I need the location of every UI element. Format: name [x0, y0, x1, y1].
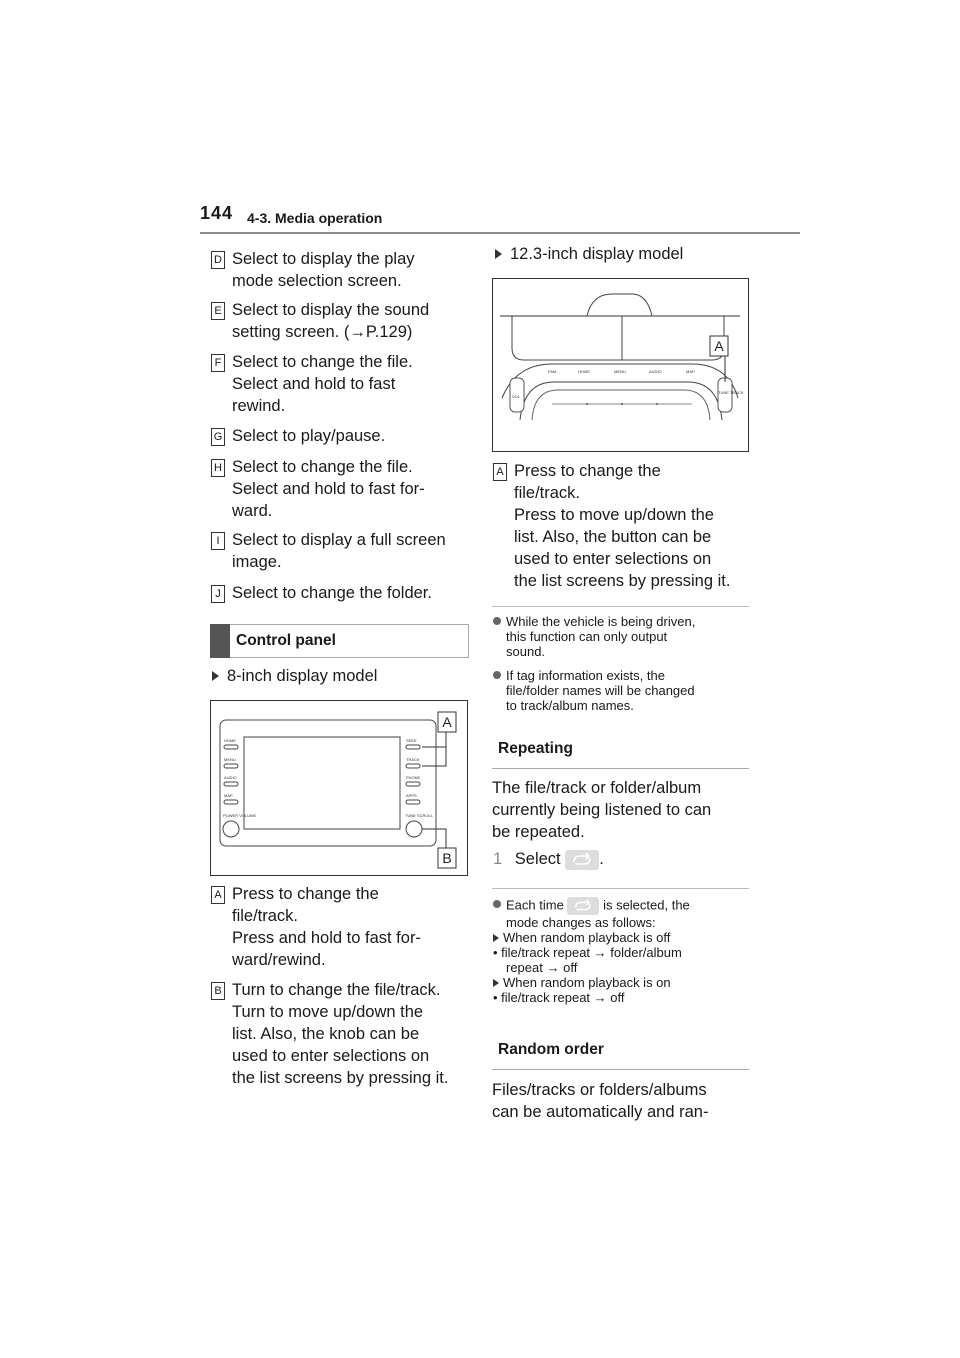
item-e-text: Select to display the sound setting screen. (→P.129) — [232, 301, 430, 341]
callout-b-fig8: B — [442, 850, 452, 866]
fig8-btn-audio: AUDIO — [224, 775, 237, 780]
repeat-icon-small — [567, 897, 599, 915]
fig8-btn-menu: MENU — [224, 757, 236, 762]
item-g-text: Select to play/pause. — [232, 427, 386, 445]
fig8-btn-seek: SEEK — [406, 738, 417, 743]
fig8-btn-phone: PHONE — [406, 775, 421, 780]
repeat-mode-note: Each time is selected, the mode changes as follows: When random playback is off • file/track repeat → folder/album repeat → off When random playback is on • file/track repeat → off — [493, 897, 690, 1005]
label-badge-b-8: B — [211, 982, 225, 1000]
label-badge-g: G — [211, 428, 225, 446]
item-a-8-text: Press to change the file/track. Press and hold to fast for- ward/rewind. — [232, 885, 421, 969]
item-f-text: Select to change the file. Select and hold to fast rewind. — [232, 353, 413, 415]
item-j-text: Select to change the folder. — [232, 584, 432, 602]
note-tag-info: If tag information exists, the file/folder names will be changed to track/album names. — [493, 668, 695, 713]
fig8-btn-home: HOME — [224, 738, 236, 743]
fig12-btn-menu: MENU — [614, 369, 626, 374]
header-rule — [200, 232, 800, 234]
model-8-label: 8-inch display model — [212, 665, 377, 687]
fig12-vol-label: VOL — [512, 394, 521, 399]
repeating-description: The file/track or folder/album currently being listened to can be repeated. — [492, 779, 712, 841]
item-d-text: Select to display the play mode selection screen. — [232, 250, 415, 290]
label-badge-h: H — [211, 459, 225, 477]
callout-a-fig8: A — [442, 714, 452, 730]
triangle-bullet-icon — [495, 249, 502, 259]
dot-bullet-icon — [493, 671, 501, 679]
random-order-heading: Random order — [492, 1031, 749, 1070]
page-number: 144 — [200, 203, 234, 223]
fig8-btn-apps: APPS — [406, 793, 417, 798]
triangle-bullet-icon — [493, 979, 499, 987]
figure-12-inch-display — [492, 278, 749, 452]
fig8-btn-tune: TUNE SCROLL — [405, 813, 434, 818]
fig12-btn-fam: FAM — [548, 369, 557, 374]
random-order-description: Files/tracks or folders/albums can be automatically and ran- — [492, 1081, 709, 1121]
item-h-text: Select to change the file. Select and hold to fast for- ward. — [232, 458, 425, 520]
label-badge-a-12: A — [493, 463, 507, 481]
callout-a-fig12: A — [714, 338, 724, 354]
fig12-tune-label: TUNE TRACK — [718, 390, 744, 395]
item-a-12-text: Press to change the file/track. Press to move up/down the list. Also, the button can be used to enter selections on the list screens by pressing it. — [514, 462, 731, 590]
label-badge-j: J — [211, 585, 225, 603]
repeating-heading: Repeating — [492, 730, 749, 769]
fig12-btn-map: MAP — [686, 369, 695, 374]
triangle-bullet-icon — [212, 671, 219, 681]
label-badge-d: D — [211, 251, 225, 269]
control-panel-heading-text: Control panel — [236, 632, 336, 649]
label-badge-i: I — [211, 532, 225, 550]
repeating-step-1: 1 Select . — [493, 850, 604, 868]
fig12-btn-audio: AUDIO — [649, 369, 662, 374]
fig12-btn-home: HOME — [578, 369, 590, 374]
figure-8-inch-display — [210, 700, 468, 876]
heading-bar — [210, 624, 230, 658]
dot-bullet-icon — [493, 617, 501, 625]
fig8-btn-track: TRACK — [406, 757, 420, 762]
dot-bullet-icon — [493, 900, 501, 908]
fig8-btn-power: POWER VOLUME — [223, 813, 257, 818]
item-b-8-text: Turn to change the file/track. Turn to move up/down the list. Also, the knob can be used to enter selections on the list screens by pressing it. — [232, 981, 449, 1087]
label-badge-f: F — [211, 354, 225, 372]
label-badge-a-8: A — [211, 886, 225, 904]
fig8-btn-map: MAP — [224, 793, 233, 798]
repeat-icon[interactable] — [565, 850, 599, 870]
item-i-text: Select to display a full screen image. — [232, 531, 446, 571]
section-title: 4-3. Media operation — [247, 210, 383, 226]
triangle-bullet-icon — [493, 934, 499, 942]
control-panel-heading — [210, 624, 469, 658]
model-12-label: 12.3-inch display model — [495, 243, 683, 265]
notes-rule-1 — [492, 606, 749, 607]
label-badge-e: E — [211, 302, 225, 320]
note-driving: While the vehicle is being driven, this function can only output sound. — [493, 614, 695, 659]
notes-rule-2 — [492, 888, 749, 889]
